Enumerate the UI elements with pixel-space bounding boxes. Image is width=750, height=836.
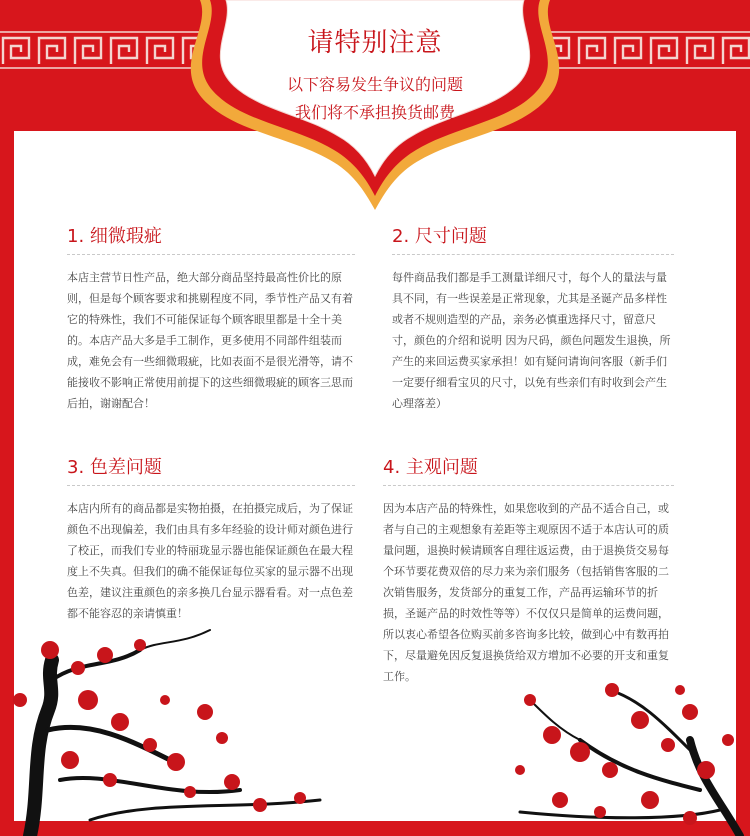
section-color [67,453,355,624]
section-subjective [383,453,674,687]
section-heading: 1. 细微瑕疵 [67,222,355,255]
section-heading: 2. 尺寸问题 [392,222,674,255]
subtitle-line-2: 我们将不承担换货邮费 [294,103,455,122]
section-body: 本店内所有的商品都是实物拍摄，在拍摄完成后，为了保证颜色不出现偏差，我们由具有多年经验的设计师对颜色进行了校正，而我们专业的特丽珑显示器也能保证颜色在最大程度上不失真。但我们的确不能保证每位买家的显示器不出现色差，建议注重颜色的亲多换几台显示器看看。对一点色差都不能容忍的亲请慎重！ [67,502,353,620]
section-heading: 4. 主观问题 [383,453,674,486]
page-title: 请特别注意 [307,28,443,58]
section-body: 每件商品我们都是手工测量详细尺寸，每个人的量法与量具不同，有一些误差是正常现象，尤其是圣诞产品多样性或者不规则造型的产品，亲务必慎重选择尺寸，留意尺寸，颜色的介绍和说明 因为尺码，颜色问题发生退换，所产生的来回运费买家承担！如有疑问请询问客服（新手们一定要仔细看宝贝的尺寸，以免有些亲们有时收到会产生心理落差） [392,271,671,410]
section-flaws [67,222,355,414]
section-size [392,222,674,414]
section-body: 因为本店产品的特殊性，如果您收到的产品不适合自己，或者与自己的主观想象有差距等主观原因不适于本店认可的质量问题，退换时候请顾客自理往返运费，由于退换货交易每个环节要花费双倍的尽力来为亲们服务（包括销售客服的二次销售服务，发货部分的重复工作，产品再运输环节的折损，圣诞产品的时效性等等）不仅仅只是简单的运费问题，所以衷心希望各位购买前多咨询多比较，做到心中有数再拍下，尽量避免因反复退换货给双方增加不必要的开支和重复工作。 [383,502,669,683]
section-body: 本店主营节日性产品，绝大部分商品坚持最高性价比的原则，但是每个顾客要求和挑剔程度不同，季节性产品又有着它的特殊性，我们不可能保证每个顾客眼里都是十全十美的。本店产品大多是手工制作，更多使用不同部件组装而成，难免会有一些细微瑕疵，比如表面不是很光滑等，请不能接收不影响正常使用前提下的这些细微瑕疵的顾客三思而后拍，谢谢配合！ [67,271,353,410]
subtitle-line-1: 以下容易发生争议的问题 [286,75,463,94]
section-heading: 3. 色差问题 [67,453,355,486]
